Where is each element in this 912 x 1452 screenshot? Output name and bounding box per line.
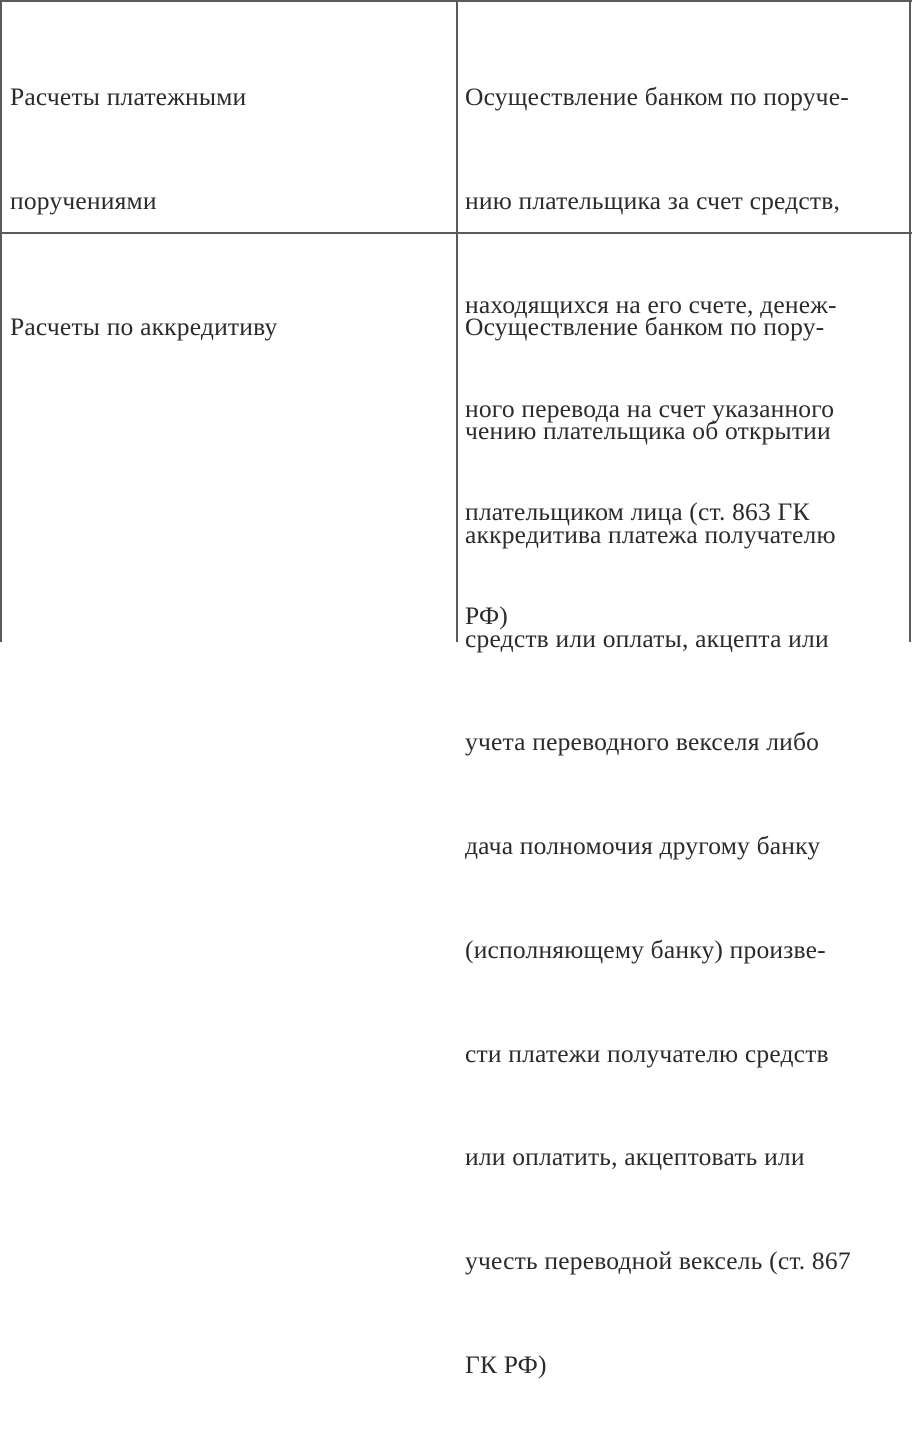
definition-line: РФ): [465, 601, 508, 631]
definition-line: Осуществление банком по поруче-: [465, 82, 849, 112]
definition-line: Осуществление банком по пору-: [465, 312, 825, 342]
column-divider: [456, 0, 458, 642]
table-row-2-definition: [465, 241, 851, 1452]
definition-line: чению плательщика об открытии: [465, 415, 831, 445]
definition-line: ГК РФ): [465, 1350, 547, 1379]
table-right-border: [909, 0, 911, 642]
definition-line: сти платежи получателю средств: [465, 1038, 829, 1068]
term-line: Расчеты по аккредитиву: [10, 312, 278, 342]
definition-line: ного перевода на счет указанного: [465, 393, 835, 423]
definition-line: плательщиком лица (ст. 863 ГК: [465, 497, 810, 527]
table-row-2-term: [10, 241, 277, 414]
definition-line: средств или оплаты, акцепта или: [465, 623, 829, 653]
term-line: Расчеты платежными: [10, 82, 247, 112]
definition-line: аккредитива платежа получателю: [465, 519, 836, 549]
definition-line: учесть переводной вексель (ст. 867: [465, 1246, 851, 1276]
definition-line: учета переводного векселя либо: [465, 727, 820, 757]
definition-line: или оплатить, акцептовать или: [465, 1142, 805, 1172]
term-line: поручениями: [10, 185, 157, 215]
definition-line: нию плательщика за счет средств,: [465, 185, 841, 215]
table-left-border: [0, 0, 2, 642]
definition-line: находящихся на его счете, денеж-: [465, 289, 837, 319]
definition-line: (исполняющему банку) произве-: [465, 934, 826, 964]
definition-line: дача полномочия другому банку: [465, 831, 821, 861]
